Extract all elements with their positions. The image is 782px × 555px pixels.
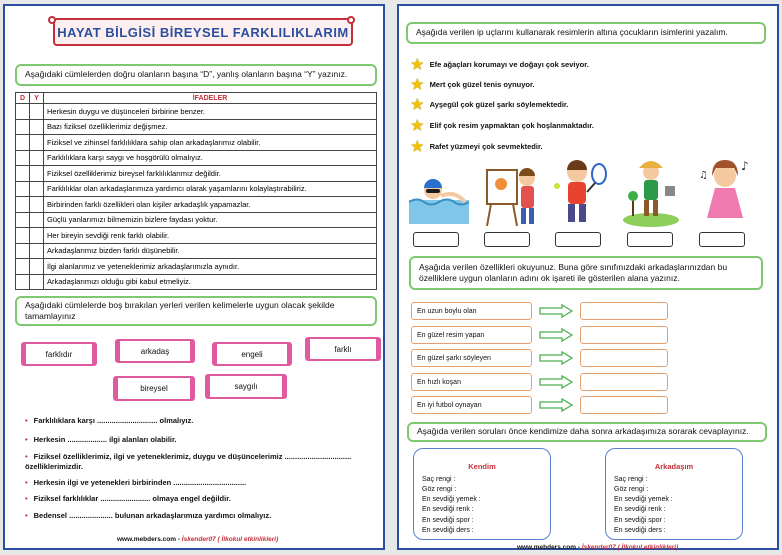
question-item: En sevdiği yemek : [614, 496, 673, 504]
name-clues-instruction: Aşağıda verilen ip uçlarını kullanarak resimlerin altına çocukların isimlerini yazalım. [406, 22, 766, 44]
name-answer-box[interactable] [413, 232, 459, 247]
scroll-curl-icon [48, 16, 56, 24]
statement-text: Güçlü yanlarımızı bilmemizin bizlere faydası yoktur. [44, 212, 377, 228]
clue-row: ★ Ayşegül çok güzel şarkı söylemektedir. [411, 96, 569, 112]
d-answer-cell[interactable] [16, 104, 30, 120]
painting-kid-icon [481, 156, 541, 228]
d-answer-cell[interactable] [16, 274, 30, 290]
y-answer-cell[interactable] [30, 228, 44, 244]
traits-instruction: Aşağıda verilen özellikleri okuyunuz. Buna göre sınıfınızdaki arkadaşlarınızdan bu özelliklere uygun olanların adını ok işareti ile gösterilen alana yazınız. [409, 256, 763, 290]
true-false-table [15, 92, 377, 290]
statement-row [16, 166, 377, 182]
question-item: Saç rengi : [614, 476, 648, 483]
y-answer-cell[interactable] [30, 259, 44, 275]
swimming-kid-icon [409, 156, 469, 228]
trait-answer-box[interactable] [580, 302, 668, 320]
name-answer-box[interactable] [627, 232, 673, 247]
statement-row [16, 150, 377, 166]
d-answer-cell[interactable] [16, 166, 30, 182]
d-answer-cell[interactable] [16, 259, 30, 275]
trait-label: En güzel şarkı söyleyen [411, 349, 532, 367]
statement-text: Arkadaşlarımızı olduğu gibi kabul etmeliyiz. [44, 274, 377, 290]
statement-row [16, 135, 377, 151]
statement-row [16, 212, 377, 228]
word-card: farklıdır [21, 342, 97, 366]
statement-text: Bazı fiziksel özelliklerimiz değişmez. [44, 119, 377, 135]
statement-row [16, 104, 377, 120]
star-icon: ★ [411, 138, 424, 154]
word-card: bireysel [113, 376, 195, 401]
question-item: Göz rengi : [614, 486, 649, 494]
fill-blank-instruction: Aşağıdaki cümlelerde boş bırakılan yerleri verilen kelimelerle uygun olacak şekilde tamamlayınız [15, 296, 377, 326]
clue-row: ★ Mert çok güzel tenis oynuyor. [411, 76, 535, 92]
d-answer-cell[interactable] [16, 181, 30, 197]
y-answer-cell[interactable] [30, 181, 44, 197]
fill-sentence: • Farklılıklara karşı ............................. olmalıyız. [25, 416, 194, 425]
col-d-header: D [16, 93, 30, 104]
footer-site-link[interactable]: www.mebders.com [117, 536, 176, 543]
statement-row [16, 243, 377, 259]
word-card: engeli [212, 342, 292, 366]
gardening-kid-icon [621, 156, 681, 228]
question-item: En sevdiği renk : [614, 506, 666, 514]
y-answer-cell[interactable] [30, 104, 44, 120]
statement-text: Herkesin duygu ve düşünceleri birbirine benzer. [44, 104, 377, 120]
arrow-right-icon [539, 328, 573, 342]
y-answer-cell[interactable] [30, 243, 44, 259]
y-answer-cell[interactable] [30, 197, 44, 213]
fill-sentence: • Herkesin ilgi ve yetenekleri birbirinden ................................... [25, 478, 247, 487]
star-icon: ★ [411, 56, 424, 72]
d-answer-cell[interactable] [16, 119, 30, 135]
arrow-right-icon [539, 304, 573, 318]
fill-sentence: • Herkesin ................... ilgi alanları olabilir. [25, 435, 177, 444]
statement-row [16, 259, 377, 275]
question-item: En sevdiği spor : [422, 516, 474, 524]
y-answer-cell[interactable] [30, 150, 44, 166]
arrow-right-icon [539, 398, 573, 412]
question-item: Saç rengi : [422, 476, 456, 483]
star-icon: ★ [411, 96, 424, 112]
fill-sentence: • Bedensel ..................... bulunan arkadaşlarımıza yardımcı olmalıyız. [25, 511, 272, 520]
word-card: arkadaş [115, 339, 195, 363]
page-title: HAYAT BİLGİSİ BİREYSEL FARKLILIKLARIM [53, 18, 353, 46]
fill-sentence: • Fiziksel özelliklerimiz, ilgi ve yeteneklerimiz, duygu ve düşüncelerimiz ................................ özelliklerimizdir. [25, 452, 352, 472]
trait-label: En uzun boylu olan [411, 302, 532, 320]
name-answer-box[interactable] [699, 232, 745, 247]
statement-row [16, 119, 377, 135]
footer: www.mebders.com - İskender07 ( İlkokul etkinlikleri) [117, 536, 279, 543]
statement-row [16, 197, 377, 213]
y-answer-cell[interactable] [30, 166, 44, 182]
question-item: En sevdiği ders : [422, 526, 474, 534]
y-answer-cell[interactable] [30, 135, 44, 151]
statement-text: Farklılıklar olan arkadaşlarımıza yardımcı olarak yaşamlarını kolaylaştırabiliriz. [44, 181, 377, 197]
clue-row: ★ Efe ağaçları korumayı ve doğayı çok seviyor. [411, 56, 589, 72]
trait-answer-box[interactable] [580, 396, 668, 414]
d-answer-cell[interactable] [16, 150, 30, 166]
footer: www.mebders.com - İskender07 ( İlkokul etkinlikleri) [517, 544, 679, 551]
self-card-title: Kendim [468, 462, 496, 471]
trait-answer-box[interactable] [580, 349, 668, 367]
true-false-instruction: Aşağıdaki cümlelerden doğru olanların başına “D”, yanlış olanların başına “Y” yazınız. [15, 64, 377, 86]
right-page [397, 4, 779, 550]
name-answer-box[interactable] [555, 232, 601, 247]
statement-text: Fiziksel özelliklerimiz bireysel farklılıklarımız değildir. [44, 166, 377, 182]
question-item: En sevdiği yemek : [422, 496, 481, 504]
y-answer-cell[interactable] [30, 212, 44, 228]
trait-label: En iyi futbol oynayan [411, 396, 532, 414]
question-item: En sevdiği renk : [422, 506, 474, 514]
arrow-right-icon [539, 375, 573, 389]
star-icon: ★ [411, 117, 424, 133]
tennis-kid-icon [549, 156, 609, 228]
trait-label: En güzel resim yapan [411, 326, 532, 344]
question-item: Göz rengi : [422, 486, 457, 494]
statement-row [16, 228, 377, 244]
scroll-curl-icon [347, 16, 355, 24]
word-card: saygılı [205, 374, 287, 399]
self-card [413, 448, 551, 540]
statement-row [16, 274, 377, 290]
y-answer-cell[interactable] [30, 119, 44, 135]
friend-card-title: Arkadaşım [654, 462, 694, 471]
word-card: farklı [305, 337, 381, 361]
d-answer-cell[interactable] [16, 228, 30, 244]
d-answer-cell[interactable] [16, 243, 30, 259]
svg-text:♪: ♪ [741, 159, 749, 173]
statement-text: Birbirinden farklı özellikleri olan kişiler arkadaşlık yapamazlar. [44, 197, 377, 213]
statement-text: Her bireyin sevdiği renk farklı olabilir. [44, 228, 377, 244]
y-answer-cell[interactable] [30, 274, 44, 290]
col-statements-header: İFADELER [44, 93, 377, 104]
clue-row: ★ Rafet yüzmeyi çok sevmektedir. [411, 138, 543, 154]
left-page [3, 4, 385, 550]
d-answer-cell[interactable] [16, 135, 30, 151]
statement-row [16, 181, 377, 197]
trait-answer-box[interactable] [580, 326, 668, 344]
col-y-header: Y [30, 93, 44, 104]
svg-text:♫: ♫ [699, 170, 708, 181]
statement-text: Arkadaşlarımız bizden farklı düşünebilir. [44, 243, 377, 259]
d-answer-cell[interactable] [16, 197, 30, 213]
question-item: En sevdiği spor : [614, 516, 666, 524]
footer-site-link[interactable]: www.mebders.com [517, 544, 576, 551]
interview-instruction: Aşağıda verilen soruları önce kendimize daha sonra arkadaşımıza sorarak cevaplayınız. [407, 422, 767, 442]
friend-card [605, 448, 743, 540]
singing-kid-icon [695, 156, 755, 228]
name-answer-box[interactable] [484, 232, 530, 247]
arrow-right-icon [539, 351, 573, 365]
d-answer-cell[interactable] [16, 212, 30, 228]
statement-text: Farklılıklara karşı saygı ve hoşgörülü olmalıyız. [44, 150, 377, 166]
fill-sentence: • Fiziksel farklılıklar ........................ olmaya engel değildir. [25, 494, 231, 503]
clue-row: ★ Elif çok resim yapmaktan çok hoşlanmaktadır. [411, 117, 594, 133]
trait-label: En hızlı koşan [411, 373, 532, 391]
question-item: En sevdiği ders : [614, 526, 666, 534]
statement-text: Fiziksel ve zihinsel farklılıklara sahip olan arkadaşlarımız olabilir. [44, 135, 377, 151]
star-icon: ★ [411, 76, 424, 92]
statement-text: İlgi alanlarımız ve yeteneklerimiz arkadaşlarımızla aynıdır. [44, 259, 377, 275]
trait-answer-box[interactable] [580, 373, 668, 391]
